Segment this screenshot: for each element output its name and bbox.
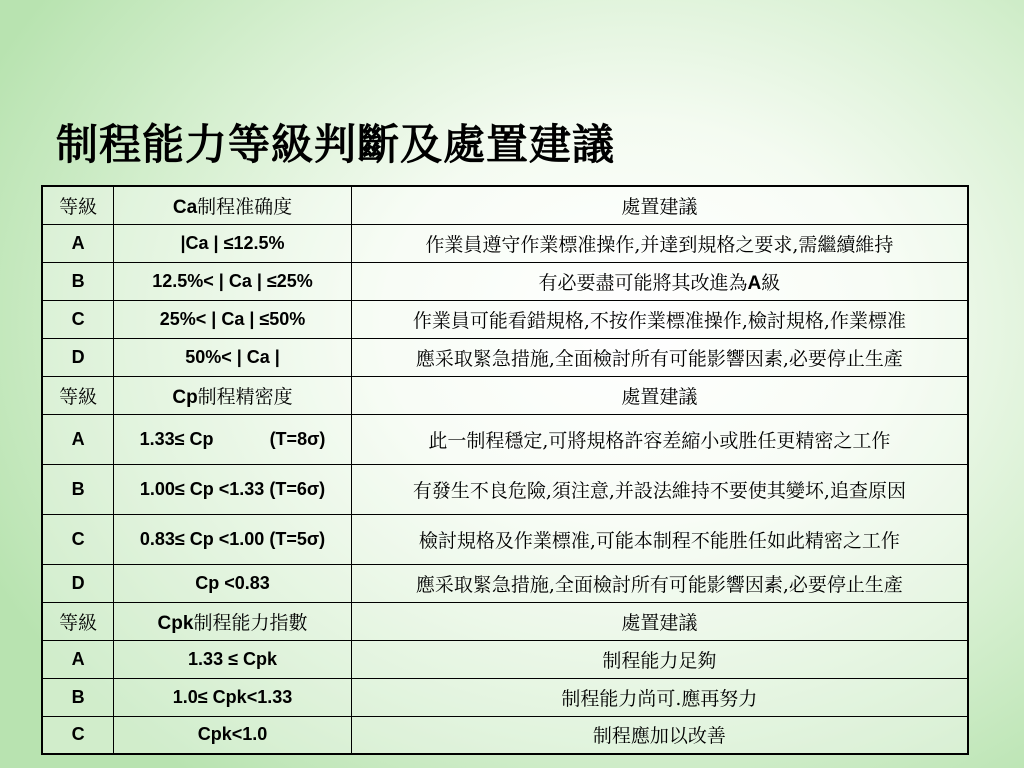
ca-header-grade: 等級 bbox=[42, 186, 114, 224]
ca-grade-a: A bbox=[42, 224, 114, 262]
cp-grade-d: D bbox=[42, 564, 114, 602]
ca-header-metric bbox=[114, 186, 352, 224]
ca-advice-d: 應采取緊急措施,全面檢討所有可能影響因素,必要停止生產 bbox=[351, 338, 968, 376]
cpk-row-c bbox=[42, 716, 968, 754]
cp-grade-c: C bbox=[42, 514, 114, 564]
ca-grade-d: D bbox=[42, 338, 114, 376]
ca-criteria-a: |Ca | ≤12.5% bbox=[114, 224, 352, 262]
cp-row-b bbox=[42, 464, 968, 514]
cp-advice-a: 此一制程穩定,可將規格許容差縮小或胜任更精密之工作 bbox=[351, 414, 968, 464]
cp-advice-b: 有發生不良危險,須注意,并設法維持不要使其變坏,追查原因 bbox=[351, 464, 968, 514]
ca-row-d bbox=[42, 338, 968, 376]
cp-header-row bbox=[42, 376, 968, 414]
cpk-advice-a: 制程能力足夠 bbox=[351, 640, 968, 678]
cpk-criteria-a: 1.33 ≤ Cpk bbox=[114, 640, 352, 678]
cpk-metric-text: 制程能力指數 bbox=[193, 611, 308, 634]
cp-criteria-a-text: 1.33≤ Cp bbox=[139, 428, 214, 449]
cpk-advice-b: 制程能力尚可.應再努力 bbox=[351, 678, 968, 716]
cp-criteria-d: Cp <0.83 bbox=[114, 564, 352, 602]
cpk-header-grade: 等級 bbox=[42, 602, 114, 640]
ca-header-row bbox=[42, 186, 968, 224]
cp-metric-prefix: Cp bbox=[172, 386, 198, 408]
cpk-grade-b: B bbox=[42, 678, 114, 716]
cp-grade-b: B bbox=[42, 464, 114, 514]
cp-criteria-b bbox=[114, 464, 352, 514]
ca-grade-c: C bbox=[42, 300, 114, 338]
cp-criteria-b-text: 1.00≤ Cp <1.33 bbox=[139, 478, 265, 499]
ca-advice-b-pre: 有必要盡可能將其改進為 bbox=[538, 271, 748, 294]
cp-advice-d: 應采取緊急措施,全面檢討所有可能影響因素,必要停止生產 bbox=[351, 564, 968, 602]
cpk-metric-prefix: Cpk bbox=[157, 612, 194, 634]
cpk-criteria-c: Cpk<1.0 bbox=[114, 716, 352, 754]
ca-metric-text: 制程准确度 bbox=[197, 195, 293, 218]
ca-criteria-c: 25%< | Ca | ≤50% bbox=[114, 300, 352, 338]
cp-row-d bbox=[42, 564, 968, 602]
ca-metric-prefix: Ca bbox=[172, 196, 198, 218]
cp-advice-c: 檢討規格及作業標准,可能本制程不能胜任如此精密之工作 bbox=[351, 514, 968, 564]
cp-criteria-c bbox=[114, 514, 352, 564]
ca-advice-b-strong: A bbox=[747, 272, 762, 294]
ca-advice-a: 作業員遵守作業標准操作,并達到規格之要求,需繼續維持 bbox=[351, 224, 968, 262]
ca-row-c bbox=[42, 300, 968, 338]
capability-grade-table bbox=[41, 185, 969, 755]
cp-row-c bbox=[42, 514, 968, 564]
ca-criteria-d: 50%< | Ca | bbox=[114, 338, 352, 376]
cpk-grade-c: C bbox=[42, 716, 114, 754]
page-title: 制程能力等級判斷及處置建議 bbox=[56, 120, 616, 169]
cp-tvalue-b: (T=6σ) bbox=[269, 478, 326, 499]
ca-advice-c: 作業員可能看錯規格,不按作業標准操作,檢討規格,作業標准 bbox=[351, 300, 968, 338]
cpk-criteria-b: 1.0≤ Cpk<1.33 bbox=[114, 678, 352, 716]
ca-header-advice: 處置建議 bbox=[351, 186, 968, 224]
ca-grade-b: B bbox=[42, 262, 114, 300]
cp-header-metric bbox=[114, 376, 352, 414]
cpk-row-a bbox=[42, 640, 968, 678]
cp-metric-text: 制程精密度 bbox=[197, 385, 293, 408]
cp-criteria-c-text: 0.83≤ Cp <1.00 bbox=[139, 528, 265, 549]
cp-header-grade: 等級 bbox=[42, 376, 114, 414]
ca-advice-b bbox=[351, 262, 968, 300]
cpk-header-metric bbox=[114, 602, 352, 640]
cpk-header-advice: 處置建議 bbox=[351, 602, 968, 640]
cp-tvalue-a: (T=8σ) bbox=[269, 428, 326, 449]
cp-row-a bbox=[42, 414, 968, 464]
cp-criteria-a bbox=[114, 414, 352, 464]
ca-row-b bbox=[42, 262, 968, 300]
ca-criteria-b: 12.5%< | Ca | ≤25% bbox=[114, 262, 352, 300]
ca-advice-b-post: 級 bbox=[761, 271, 781, 294]
ca-row-a bbox=[42, 224, 968, 262]
cpk-grade-a: A bbox=[42, 640, 114, 678]
cp-grade-a: A bbox=[42, 414, 114, 464]
cpk-header-row bbox=[42, 602, 968, 640]
cp-tvalue-c: (T=5σ) bbox=[269, 528, 326, 549]
cpk-row-b bbox=[42, 678, 968, 716]
cpk-advice-c: 制程應加以改善 bbox=[351, 716, 968, 754]
cp-header-advice: 處置建議 bbox=[351, 376, 968, 414]
